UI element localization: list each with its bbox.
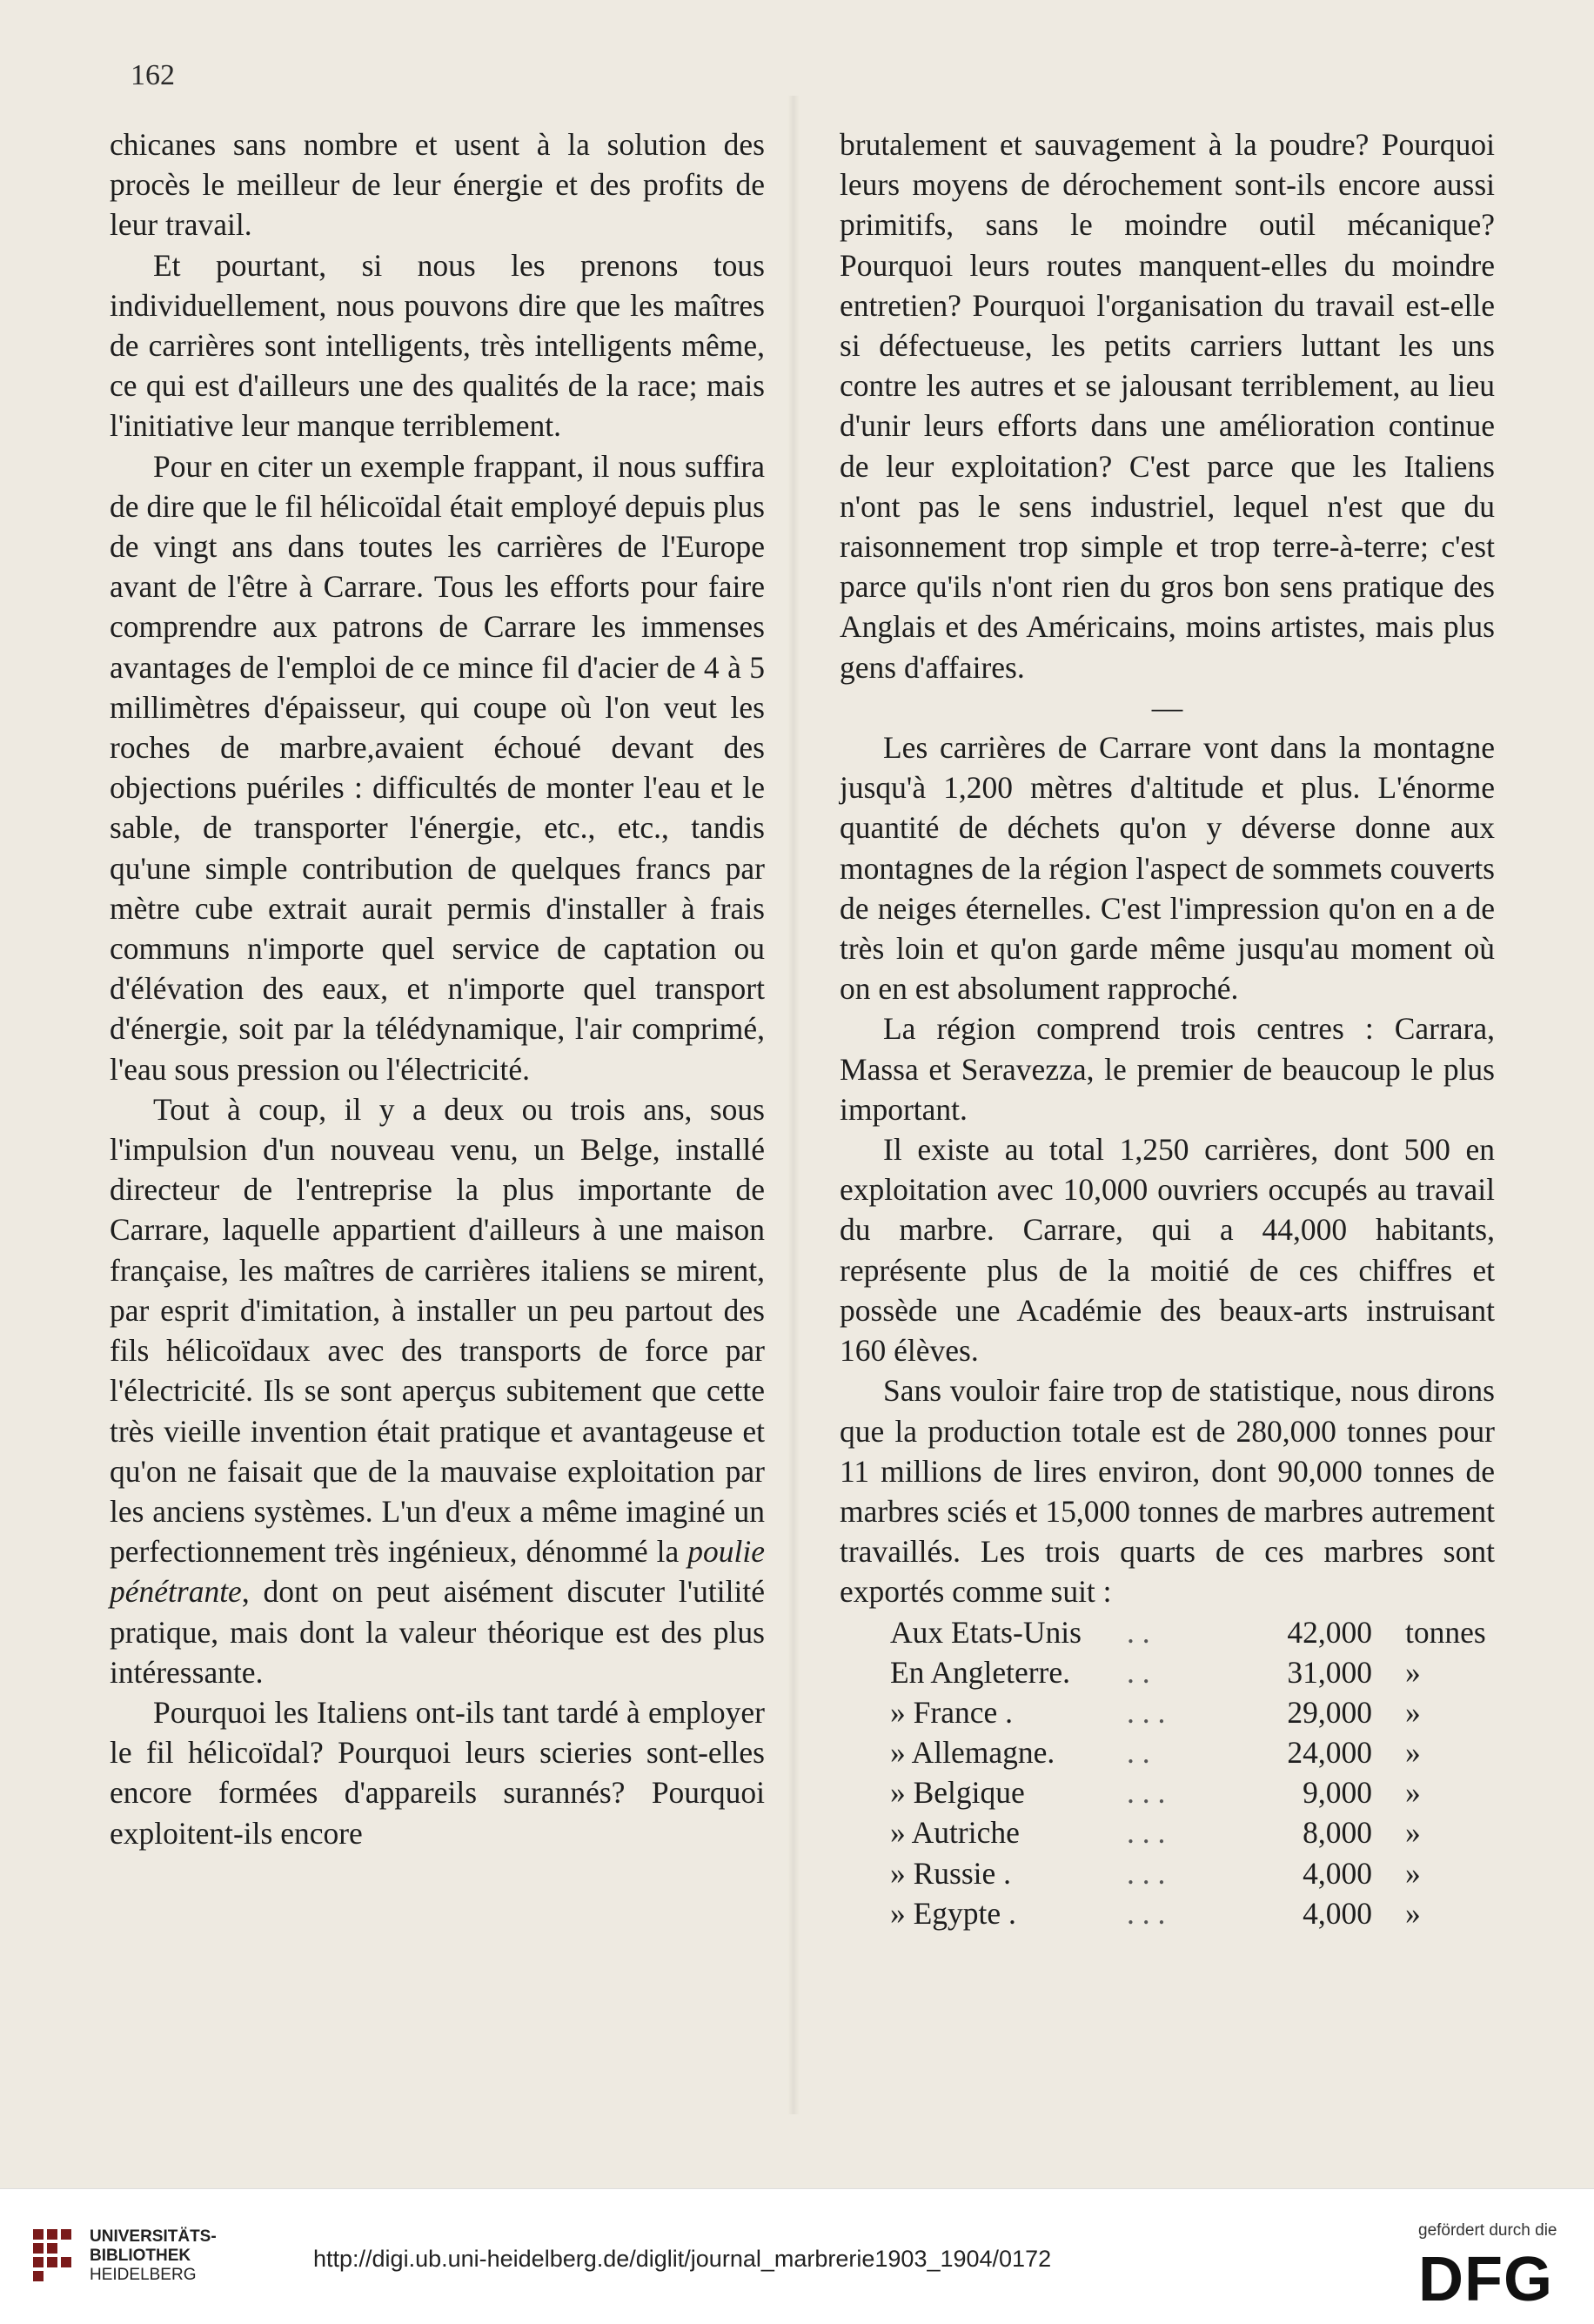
leader-dots: . . .: [1127, 1855, 1166, 1891]
amount: 4,000: [1303, 1895, 1372, 1931]
section-separator: —: [1151, 689, 1183, 725]
paragraph: chicanes sans nombre et usent à la solution des procès le meilleur de leur énergie et des profits de leur travail.: [110, 127, 765, 243]
paragraph: Sans vouloir faire trop de statistique, nous dirons que la production totale est de 280,000 tonnes pour 11 millions de lires environ, dont 90,000 tonnes de marbres sciés et 15,000 tonnes de marbres autrement travaillés. Les trois quarts de ces marbres sont exportés comme suit :: [840, 1373, 1495, 1610]
table-row: [840, 1893, 1495, 1933]
country: » Allemagne.: [890, 1735, 1055, 1771]
left-column: [110, 124, 765, 1853]
table-row: [840, 1853, 1495, 1893]
amount: 29,000: [1287, 1694, 1372, 1730]
permalink-url[interactable]: http://digi.ub.uni-heidelberg.de/diglit/journal_marbrerie1903_1904/0172: [313, 2246, 1052, 2272]
sponsor-note: gefördert durch die: [1418, 2221, 1557, 2240]
table-row: [840, 1772, 1495, 1812]
paragraph-text: Tout à coup, il y a deux ou trois ans, sous l'impulsion d'un nouveau venu, un Belge, installé directeur de l'entreprise la plus importante de Carrare, laquelle appartient d'ailleurs à une maison française, les maîtres de carrières italiens se mirent, par esprit d'imitation, à installer un peu partout des fils hélicoïdaux avec des transports de force par l'électricité. Ils se sont aperçus subitement que cette très vieille invention était pratique et avantageuse et qu'on ne faisait que de la mauvaise exploitation par les anciens systèmes. L'un d'eux a même imaginé un perfectionnement très ingénieux, dénommé la: [110, 1091, 765, 1570]
page-number: 162: [131, 59, 175, 91]
paragraph-text: , dont on peut aisément discuter l'utilité pratique, mais dont la valeur théorique est des plus intéressante.: [110, 1574, 765, 1690]
table-row: [840, 1732, 1495, 1772]
leader-dots: . .: [1127, 1614, 1150, 1650]
country: Aux Etats-Unis: [890, 1614, 1082, 1650]
paragraph: Il existe au total 1,250 carrières, dont 500 en exploitation avec 10,000 ouvriers occupés au travail du marbre. Carrare, qui a 44,000 habitants, représente plus de la moitié de ces chiffres et possède une Académie des beaux-arts instruisant 160 élèves.: [840, 1132, 1495, 1369]
amount: 31,000: [1287, 1654, 1372, 1690]
library-logo-icon: [33, 2229, 71, 2285]
amount: 4,000: [1303, 1855, 1372, 1891]
exports-table: [840, 1612, 1495, 1934]
unit: »: [1405, 1855, 1421, 1891]
paragraph: Et pourtant, si nous les prenons tous individuellement, nous pouvons dire que les maîtres de carrières sont intelligents, très intelligents même, ce qui est d'ailleurs une des qualités de la race; mais l'initiative leur manque terriblement.: [110, 247, 765, 444]
country: » Russie .: [890, 1855, 1012, 1891]
country: » France .: [890, 1694, 1013, 1730]
leader-dots: . . .: [1127, 1815, 1166, 1851]
column-gutter: [787, 96, 800, 2114]
viewer-footer: [0, 2188, 1594, 2324]
country: » Autriche: [890, 1815, 1020, 1851]
leader-dots: . .: [1127, 1735, 1150, 1771]
amount: 42,000: [1287, 1614, 1372, 1650]
unit: »: [1405, 1654, 1421, 1690]
unit: »: [1405, 1775, 1421, 1811]
leader-dots: . . .: [1127, 1895, 1166, 1931]
right-column: [840, 124, 1495, 1933]
unit: »: [1405, 1895, 1421, 1931]
table-row: [840, 1812, 1495, 1852]
leader-dots: . .: [1127, 1654, 1150, 1690]
amount: 24,000: [1287, 1735, 1372, 1771]
amount: 9,000: [1303, 1775, 1372, 1811]
leader-dots: . . .: [1127, 1775, 1166, 1811]
amount: 8,000: [1303, 1815, 1372, 1851]
leader-dots: . . .: [1127, 1694, 1166, 1730]
dfg-logo: DFG: [1418, 2245, 1553, 2314]
italic-term: poulie pénétrante: [110, 1534, 765, 1610]
country: En Angleterre.: [890, 1654, 1071, 1690]
paragraph: La région comprend trois centres : Carrara, Massa et Seravezza, le premier de beaucoup le plus important.: [840, 1011, 1495, 1127]
unit: »: [1405, 1694, 1421, 1730]
paragraph: Pourquoi les Italiens ont-ils tant tardé à employer le fil hélicoïdal? Pourquoi leurs scieries sont-elles encore formées d'appareils surannés? Pourquoi exploitent-ils encore: [110, 1694, 765, 1851]
paragraph: Pour en citer un exemple frappant, il nous suffira de dire que le fil hélicoïdal était employé depuis plus de vingt ans dans toutes les carrières de l'Europe avant de l'être à Carrare. Tous les efforts pour faire comprendre aux patrons de Carrare les immenses avantages de l'emploi de ce mince fil d'acier de 4 à 5 millimètres d'épaisseur, qui coupe où l'on veut les roches de marbre,avaient échoué devant des objections puériles : difficultés de monter l'eau et le sable, de transporter l'énergie, etc., etc., tandis qu'une simple contribution de quelques francs par mètre cube extrait aurait permis d'installer à frais communs n'importe quel service de captation ou d'élévation des eaux, et n'importe quel transport d'énergie, soit par la télédynamique, l'air comprimé, l'eau sous pression ou l'électricité.: [110, 448, 765, 1087]
library-name: UNIVERSITÄTS- BIBLIOTHEK HEIDELBERG: [90, 2227, 217, 2284]
table-row: [840, 1692, 1495, 1732]
paragraph: brutalement et sauvagement à la poudre? Pourquoi leurs moyens de dérochement sont-ils encore aussi primitifs, sans le moindre outil mécanique? Pourquoi leurs routes manquent-elles du moindre entretien? Pourquoi l'organisation du travail est-elle si défectueuse, les petits carriers luttant les uns contre les autres et se jalousant terriblement, au lieu d'unir leurs efforts dans une amélioration continue de leur exploitation? C'est parce que les Italiens n'ont pas le sens industriel, lequel n'est que du raisonnement trop simple et trop terre-à-terre; c'est parce qu'ils n'ont rien du gros bon sens pratique des Anglais et des Américains, moins artistes, mais plus gens d'affaires.: [840, 127, 1495, 685]
unit: »: [1405, 1815, 1421, 1851]
unit: tonnes: [1405, 1614, 1486, 1650]
country: » Egypte .: [890, 1895, 1016, 1931]
table-row: [840, 1612, 1495, 1652]
paragraph: [110, 1089, 765, 1692]
unit: »: [1405, 1735, 1421, 1771]
country: » Belgique: [890, 1775, 1025, 1811]
table-row: [840, 1652, 1495, 1692]
paragraph: Les carrières de Carrare vont dans la montagne jusqu'à 1,200 mètres d'altitude et plus. L'énorme quantité de déchets qu'on y déverse donne aux montagnes de la région l'aspect de sommets couverts de neiges éternelles. C'est l'impression qu'on en a de très loin et qu'on garde même jusqu'au moment où on en est absolument rapproché.: [840, 730, 1495, 1007]
